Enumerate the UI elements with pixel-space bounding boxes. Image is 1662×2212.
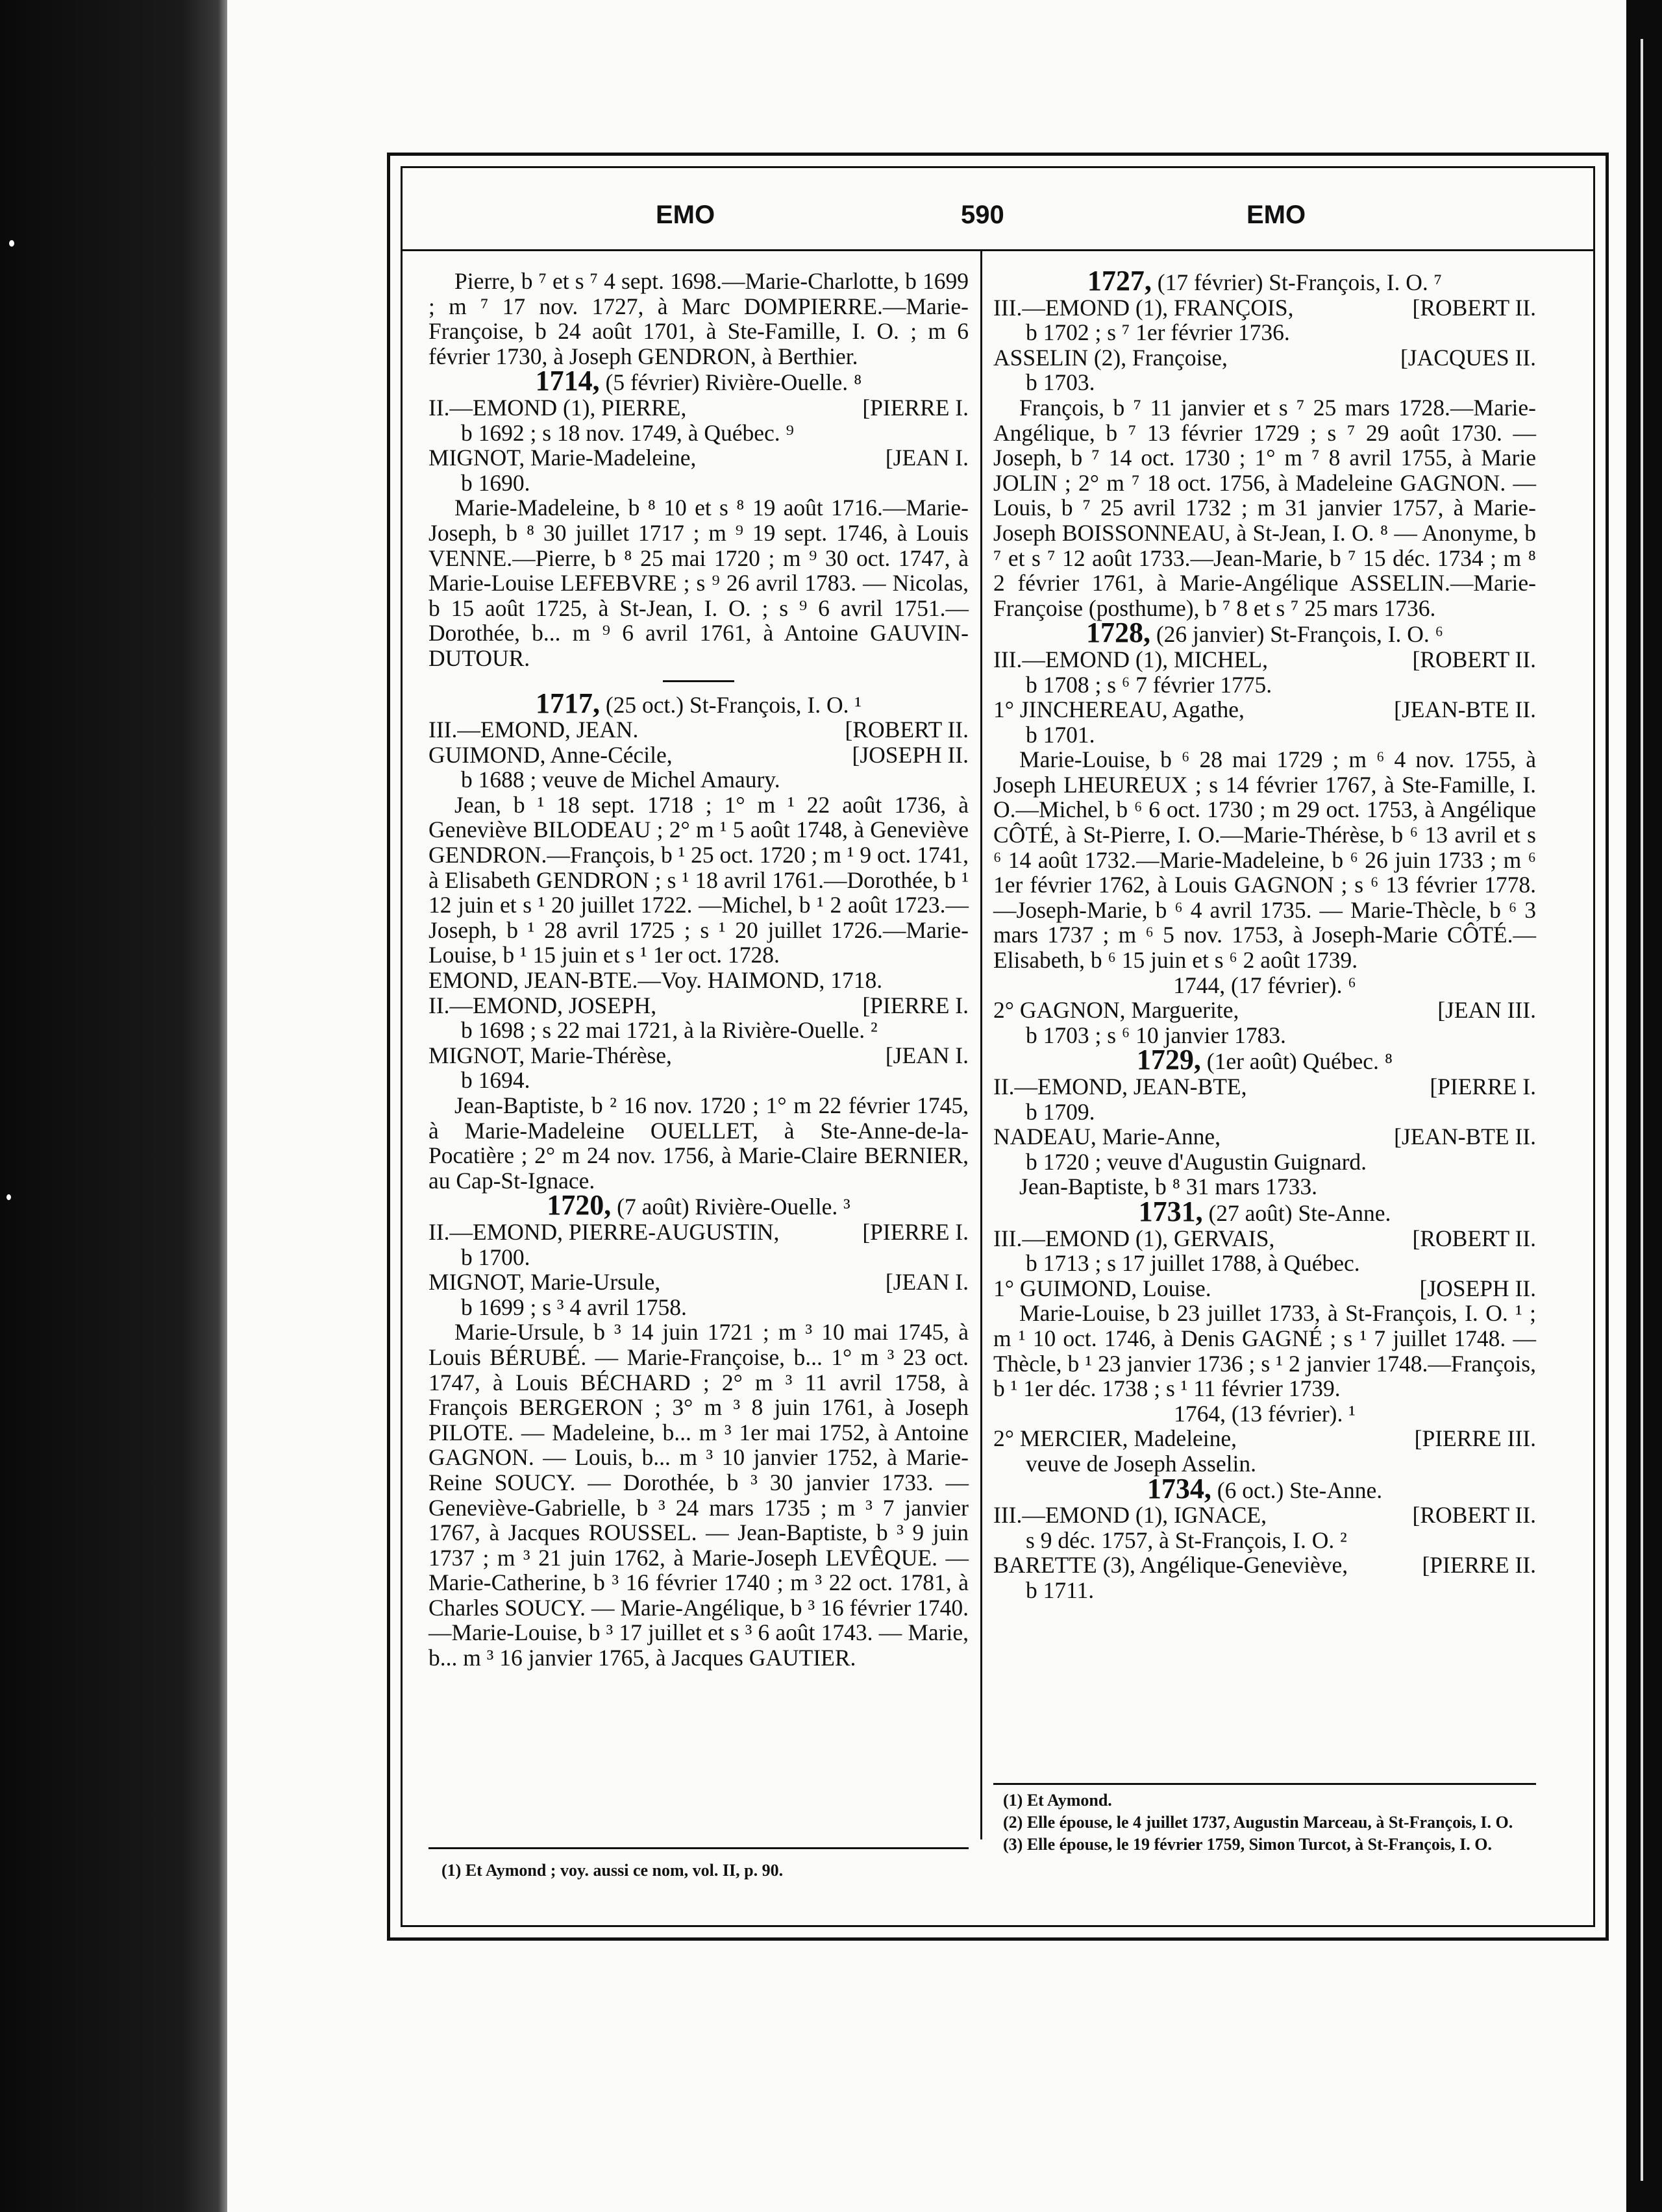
detail-line: b 1698 ; s 22 mai 1721, à la Rivière-Ouelle. ² [461,1017,878,1044]
right-column [993,265,1536,1603]
marriage-year: 1727, [1087,265,1152,297]
detail-line: b 1701. [1026,721,1095,748]
person-name: 2° MERCIER, Madeleine, [993,1425,1237,1452]
remarriage-line: 1764, (13 février). ¹ [1174,1400,1356,1427]
marriage-place: (27 août) Ste-Anne. [1202,1199,1391,1226]
parent-ref: [PIERRE I. [1430,1074,1536,1100]
person-name: MIGNOT, Marie-Madeleine, [428,445,697,471]
page-frame [387,153,1609,1941]
detail-line: b 1694. [461,1067,530,1094]
person-name: BARETTE (3), Angélique-Geneviève, [993,1552,1348,1579]
marriage-place: (17 février) St-François, I. O. ⁷ [1151,269,1443,295]
next-page-edge [1626,0,1662,2212]
person-name: III.—EMOND (1), MICHEL, [993,646,1268,672]
person-name: III.—EMOND (1), FRANÇOIS, [993,294,1294,321]
marriage-place: (25 oct.) St-François, I. O. ¹ [599,691,862,718]
marriage-place: (1er août) Québec. ⁸ [1200,1048,1393,1075]
marriage-place: (7 août) Rivière-Ouelle. ³ [611,1194,850,1220]
page-number: 590 [961,201,1004,229]
marriage-place: (26 janvier) St-François, I. O. ⁶ [1150,621,1444,648]
genealogy-line [993,647,1536,672]
genealogy-line [428,445,969,471]
person-name: II.—EMOND, PIERRE-AUGUSTIN, [428,1218,780,1245]
genealogy-line [993,345,1536,371]
genealogy-line [428,1270,969,1295]
genealogy-line [428,993,969,1018]
footnote-text: (1) Et Aymond ; voy. aussi ce nom, vol. II, p. 90. [441,1861,784,1880]
person-name: ASSELIN (2), Françoise, [993,344,1228,371]
parent-ref: [PIERRE I. [862,394,969,421]
marriage-year: 1728, [1085,617,1150,649]
remarriage-line: 1744, (17 février). ⁶ [1173,972,1356,998]
entry-heading [428,1189,969,1222]
person-name: III.—EMOND (1), IGNACE, [993,1502,1267,1529]
marriage-year: 1734, [1147,1472,1211,1505]
entry-heading [428,365,969,397]
detail-line: b 1708 ; s ⁶ 7 février 1775. [1026,671,1272,698]
parent-ref: [PIERRE I. [862,992,969,1018]
detail-line: b 1690. [461,469,530,496]
detail-line: b 1702 ; s ⁷ 1er février 1736. [1026,319,1290,346]
entry-heading [993,617,1536,649]
entry-heading [993,1472,1536,1505]
person-name: NADEAU, Marie-Anne, [993,1124,1221,1150]
parent-ref: [JEAN I. [885,1269,969,1296]
person-name: II.—EMOND, JOSEPH, [428,992,657,1018]
genealogy-line [993,1226,1536,1251]
column-divider [980,249,982,1839]
detail-line: veuve de Joseph Asselin. [1026,1450,1256,1477]
children-paragraph: Pierre, b ⁷ et s ⁷ 4 sept. 1698.—Marie-Charlotte, b 1699 ; m ⁷ 17 nov. 1727, à Marc DOMPIERRE.—Marie-Françoise, b 24 août 1701, à Ste-Famille, I. O. ; m 6 février 1730, à Joseph GENDRON, à Berthier. [428,268,969,369]
genealogy-line [993,1503,1536,1528]
footnotes-right [1003,1791,1535,1857]
person-name: 2° GAGNON, Marguerite, [993,997,1239,1024]
parent-ref: [JEAN-BTE II. [1394,1124,1536,1150]
person-name: II.—EMOND, JEAN-BTE, [993,1074,1247,1100]
marriage-year: 1714, [535,365,600,397]
detail-line: b 1703 ; s ⁶ 10 janvier 1783. [1026,1022,1286,1048]
footnote-text: (1) Et Aymond. [1003,1791,1112,1810]
detail-line: s 9 déc. 1757, à St-François, I. O. ² [1026,1527,1347,1553]
person-name: 1° JINCHEREAU, Agathe, [993,696,1245,723]
detail-line: b 1688 ; veuve de Michel Amaury. [461,767,780,793]
parent-ref: [JOSEPH II. [852,741,969,768]
parent-ref: [ROBERT II. [1412,646,1536,672]
person-name: III.—EMOND, JEAN. [428,717,639,743]
marriage-year: 1729, [1136,1044,1201,1076]
genealogy-line [428,395,969,421]
genealogy-line [993,295,1536,321]
separator-rule [663,680,734,682]
detail-line: b 1720 ; veuve d'Augustin Guignard. [1026,1148,1367,1175]
genealogy-line [993,1426,1536,1451]
children-paragraph: Marie-Louise, b 23 juillet 1733, à St-François, I. O. ¹ ; m ¹ 10 oct. 1746, à Denis GAGNÉ ; s ¹ 7 juillet 1748. — Thècle, b ¹ 23 janvier 1736 ; s ¹ 2 janvier 1748.—François, b ¹ 1er déc. 1738 ; s ¹ 11 février 1739. [993,1300,1536,1402]
genealogy-line [428,743,969,768]
parent-ref: [JEAN I. [885,445,969,471]
person-name: MIGNOT, Marie-Thérèse, [428,1042,672,1068]
footnote-rule-right [993,1783,1536,1785]
genealogy-line [993,1074,1536,1100]
detail-line: b 1699 ; s ³ 4 avril 1758. [461,1294,687,1320]
entry-heading [993,265,1536,297]
detail-line: b 1711. [1026,1577,1095,1603]
children-paragraph: Jean-Baptiste, b ² 16 nov. 1720 ; 1° m 22 février 1745, à Marie-Madeleine OUELLET, à Ste-Anne-de-la-Pocatière ; 2° m 24 nov. 1756, à Marie-Claire BERNIER, au Cap-St-Ignace. [428,1092,969,1194]
marriage-place: (5 février) Rivière-Ouelle. ⁸ [599,369,862,396]
parent-ref: [ROBERT II. [1412,1502,1536,1529]
person-name: GUIMOND, Anne-Cécile, [428,741,673,768]
detail-line: b 1703. [1026,369,1095,396]
marriage-year: 1731, [1138,1195,1203,1227]
marriage-year: 1720, [547,1189,612,1222]
children-paragraph: Jean-Baptiste, b ⁸ 31 mars 1733. [1019,1174,1318,1200]
parent-ref: [JOSEPH II. [1419,1275,1536,1301]
genealogy-line [993,1553,1536,1578]
marriage-year: 1717, [535,687,600,719]
entry-heading [428,687,969,719]
detail-line: b 1709. [1026,1098,1095,1125]
parent-ref: [ROBERT II. [1412,294,1536,321]
marriage-place: (6 oct.) Ste-Anne. [1211,1477,1383,1503]
entry-heading [993,1195,1536,1227]
genealogy-line [428,1043,969,1068]
header-right: EMO [1246,201,1306,229]
entry-heading [993,1044,1536,1076]
detail-line: b 1713 ; s 17 juillet 1788, à Québec. [1026,1250,1360,1277]
book-binding-edge [0,0,227,2212]
footnote-text: (2) Elle épouse, le 4 juillet 1737, Augustin Marceau, à St-François, I. O. [1003,1813,1513,1832]
person-name: II.—EMOND (1), PIERRE, [428,394,687,421]
person-name: 1° GUIMOND, Louise. [993,1275,1211,1301]
parent-ref: [JACQUES II. [1400,344,1536,371]
person-name: MIGNOT, Marie-Ursule, [428,1269,661,1296]
parent-ref: [JEAN-BTE II. [1394,696,1536,723]
header-left: EMO [656,201,715,229]
inner-frame [401,166,1595,1927]
genealogy-line [993,1276,1536,1301]
parent-ref: [PIERRE III. [1414,1425,1536,1452]
detail-line: b 1700. [461,1244,530,1270]
genealogy-line [993,998,1536,1023]
detail-line: b 1692 ; s 18 nov. 1749, à Québec. ⁹ [461,419,794,446]
parent-ref: [PIERRE I. [862,1218,969,1245]
genealogy-line [993,1124,1536,1149]
parent-ref: [ROBERT II. [1412,1225,1536,1251]
parent-ref: [ROBERT II. [845,717,969,743]
parent-ref: [JEAN I. [885,1042,969,1068]
children-paragraph: Marie-Madeleine, b ⁸ 10 et s ⁸ 19 août 1716.—Marie-Joseph, b ⁸ 30 juillet 1717 ; m ⁹ 19 sept. 1746, à Louis VENNE.—Pierre, b ⁸ 25 mai 1720 ; m ⁹ 30 oct. 1747, à Marie-Louise LEFEBVRE ; s ⁹ 26 avril 1783. — Nicolas, b 15 août 1725, à St-Jean, I. O. ; s ⁹ 6 avril 1751.—Dorothée, b... m ⁹ 6 avril 1761, à Antoine GAUVIN-DUTOUR. [428,495,969,671]
cross-reference: EMOND, JEAN-BTE.—Voy. HAIMOND, 1718. [428,967,883,994]
parent-ref: [JEAN III. [1437,997,1536,1024]
running-header [403,168,1593,251]
parent-ref: [PIERRE II. [1422,1552,1536,1579]
children-paragraph: Marie-Ursule, b ³ 14 juin 1721 ; m ³ 10 mai 1745, à Louis BÉRUBÉ. — Marie-Françoise, b... 1° m ³ 23 oct. 1747, à Louis BÉCHARD ; 2° m ³ 11 avril 1758, à François BERGERON ; 3° m ³ 8 juin 1761, à Joseph PILOTE. — Madeleine, b... m ³ 1er mai 1752, à Antoine GAGNON. — Louis, b... m ³ 10 janvier 1752, à Marie-Reine SOUCY. — Dorothée, b ³ 30 janvier 1733. — Geneviève-Gabrielle, b ³ 24 mars 1735 ; m ³ 7 janvier 1767, à Jacques ROUSSEL. — Jean-Baptiste, b ³ 9 juin 1737 ; m ³ 21 juin 1762, à Marie-Joseph LEVÊQUE. — Marie-Catherine, b ³ 16 février 1740 ; m ³ 22 oct. 1781, à Charles SOUCY. — Marie-Angélique, b ³ 16 février 1740.—Marie-Louise, b ³ 17 juillet et s ³ 6 août 1743. — Marie, b... m ³ 16 janvier 1765, à Jacques GAUTIER. [428,1319,969,1671]
left-column [428,269,969,1671]
person-name: III.—EMOND (1), GERVAIS, [993,1225,1275,1251]
genealogy-line [428,717,969,743]
genealogy-line [993,697,1536,722]
footnote-text: (3) Elle épouse, le 19 février 1759, Simon Turcot, à St-François, I. O. [1003,1835,1492,1854]
genealogy-line [428,1220,969,1245]
children-paragraph: Jean, b ¹ 18 sept. 1718 ; 1° m ¹ 22 août 1736, à Geneviève BILODEAU ; 2° m ¹ 5 août 1748, à Geneviève GENDRON.—François, b ¹ 25 oct. 1720 ; m ¹ 9 oct. 1741, à Elisabeth GENDRON ; s ¹ 18 avril 1761.—Dorothée, b ¹ 12 juin et s ¹ 20 juillet 1722. —Michel, b ¹ 2 août 1723.—Joseph, b ¹ 28 avril 1725 ; s ¹ 20 juillet 1726.—Marie-Louise, b ¹ 15 juin et s ¹ 1er oct. 1728. [428,791,969,968]
children-paragraph: Marie-Louise, b ⁶ 28 mai 1729 ; m ⁶ 4 nov. 1755, à Joseph LHEUREUX ; s 14 février 1767, à Ste-Famille, I. O.—Michel, b ⁶ 6 oct. 1730 ; m 29 oct. 1753, à Angélique CÔTÉ, à St-Pierre, I. O.—Marie-Thérèse, b ⁶ 13 avril et s ⁶ 14 août 1732.—Marie-Madeleine, b ⁶ 26 juin 1733 ; m ⁶ 1er février 1762, à Louis GAGNON ; s ⁶ 13 février 1778.—Joseph-Marie, b ⁶ 4 avril 1735. — Marie-Thècle, b ⁶ 3 mars 1737 ; m ⁶ 5 nov. 1753, à Joseph-Marie CÔTÉ.—Elisabeth, b ⁶ 15 juin et s ⁶ 2 août 1739. [993,746,1536,974]
footnotes-left [441,1861,967,1883]
children-paragraph: François, b ⁷ 11 janvier et s ⁷ 25 mars 1728.—Marie-Angélique, b ⁷ 13 février 1729 ; s ⁷ 29 août 1730. — Joseph, b ⁷ 14 oct. 1730 ; 1° m ⁷ 8 avril 1755, à Marie JOLIN ; 2° m ⁷ 18 oct. 1756, à Madeleine GAGNON. — Louis, b ⁷ 25 avril 1732 ; m 31 janvier 1757, à Marie-Joseph BOISSONNEAU, à St-Jean, I. O. ⁸ — Anonyme, b ⁷ et s ⁷ 12 août 1733.—Jean-Marie, b ⁷ 15 déc. 1734 ; m ⁸ 2 février 1761, à Marie-Angélique ASSELIN.—Marie-Françoise (posthume), b ⁷ 8 et s ⁷ 25 mars 1736. [993,394,1536,621]
footnote-rule-left [428,1847,969,1849]
